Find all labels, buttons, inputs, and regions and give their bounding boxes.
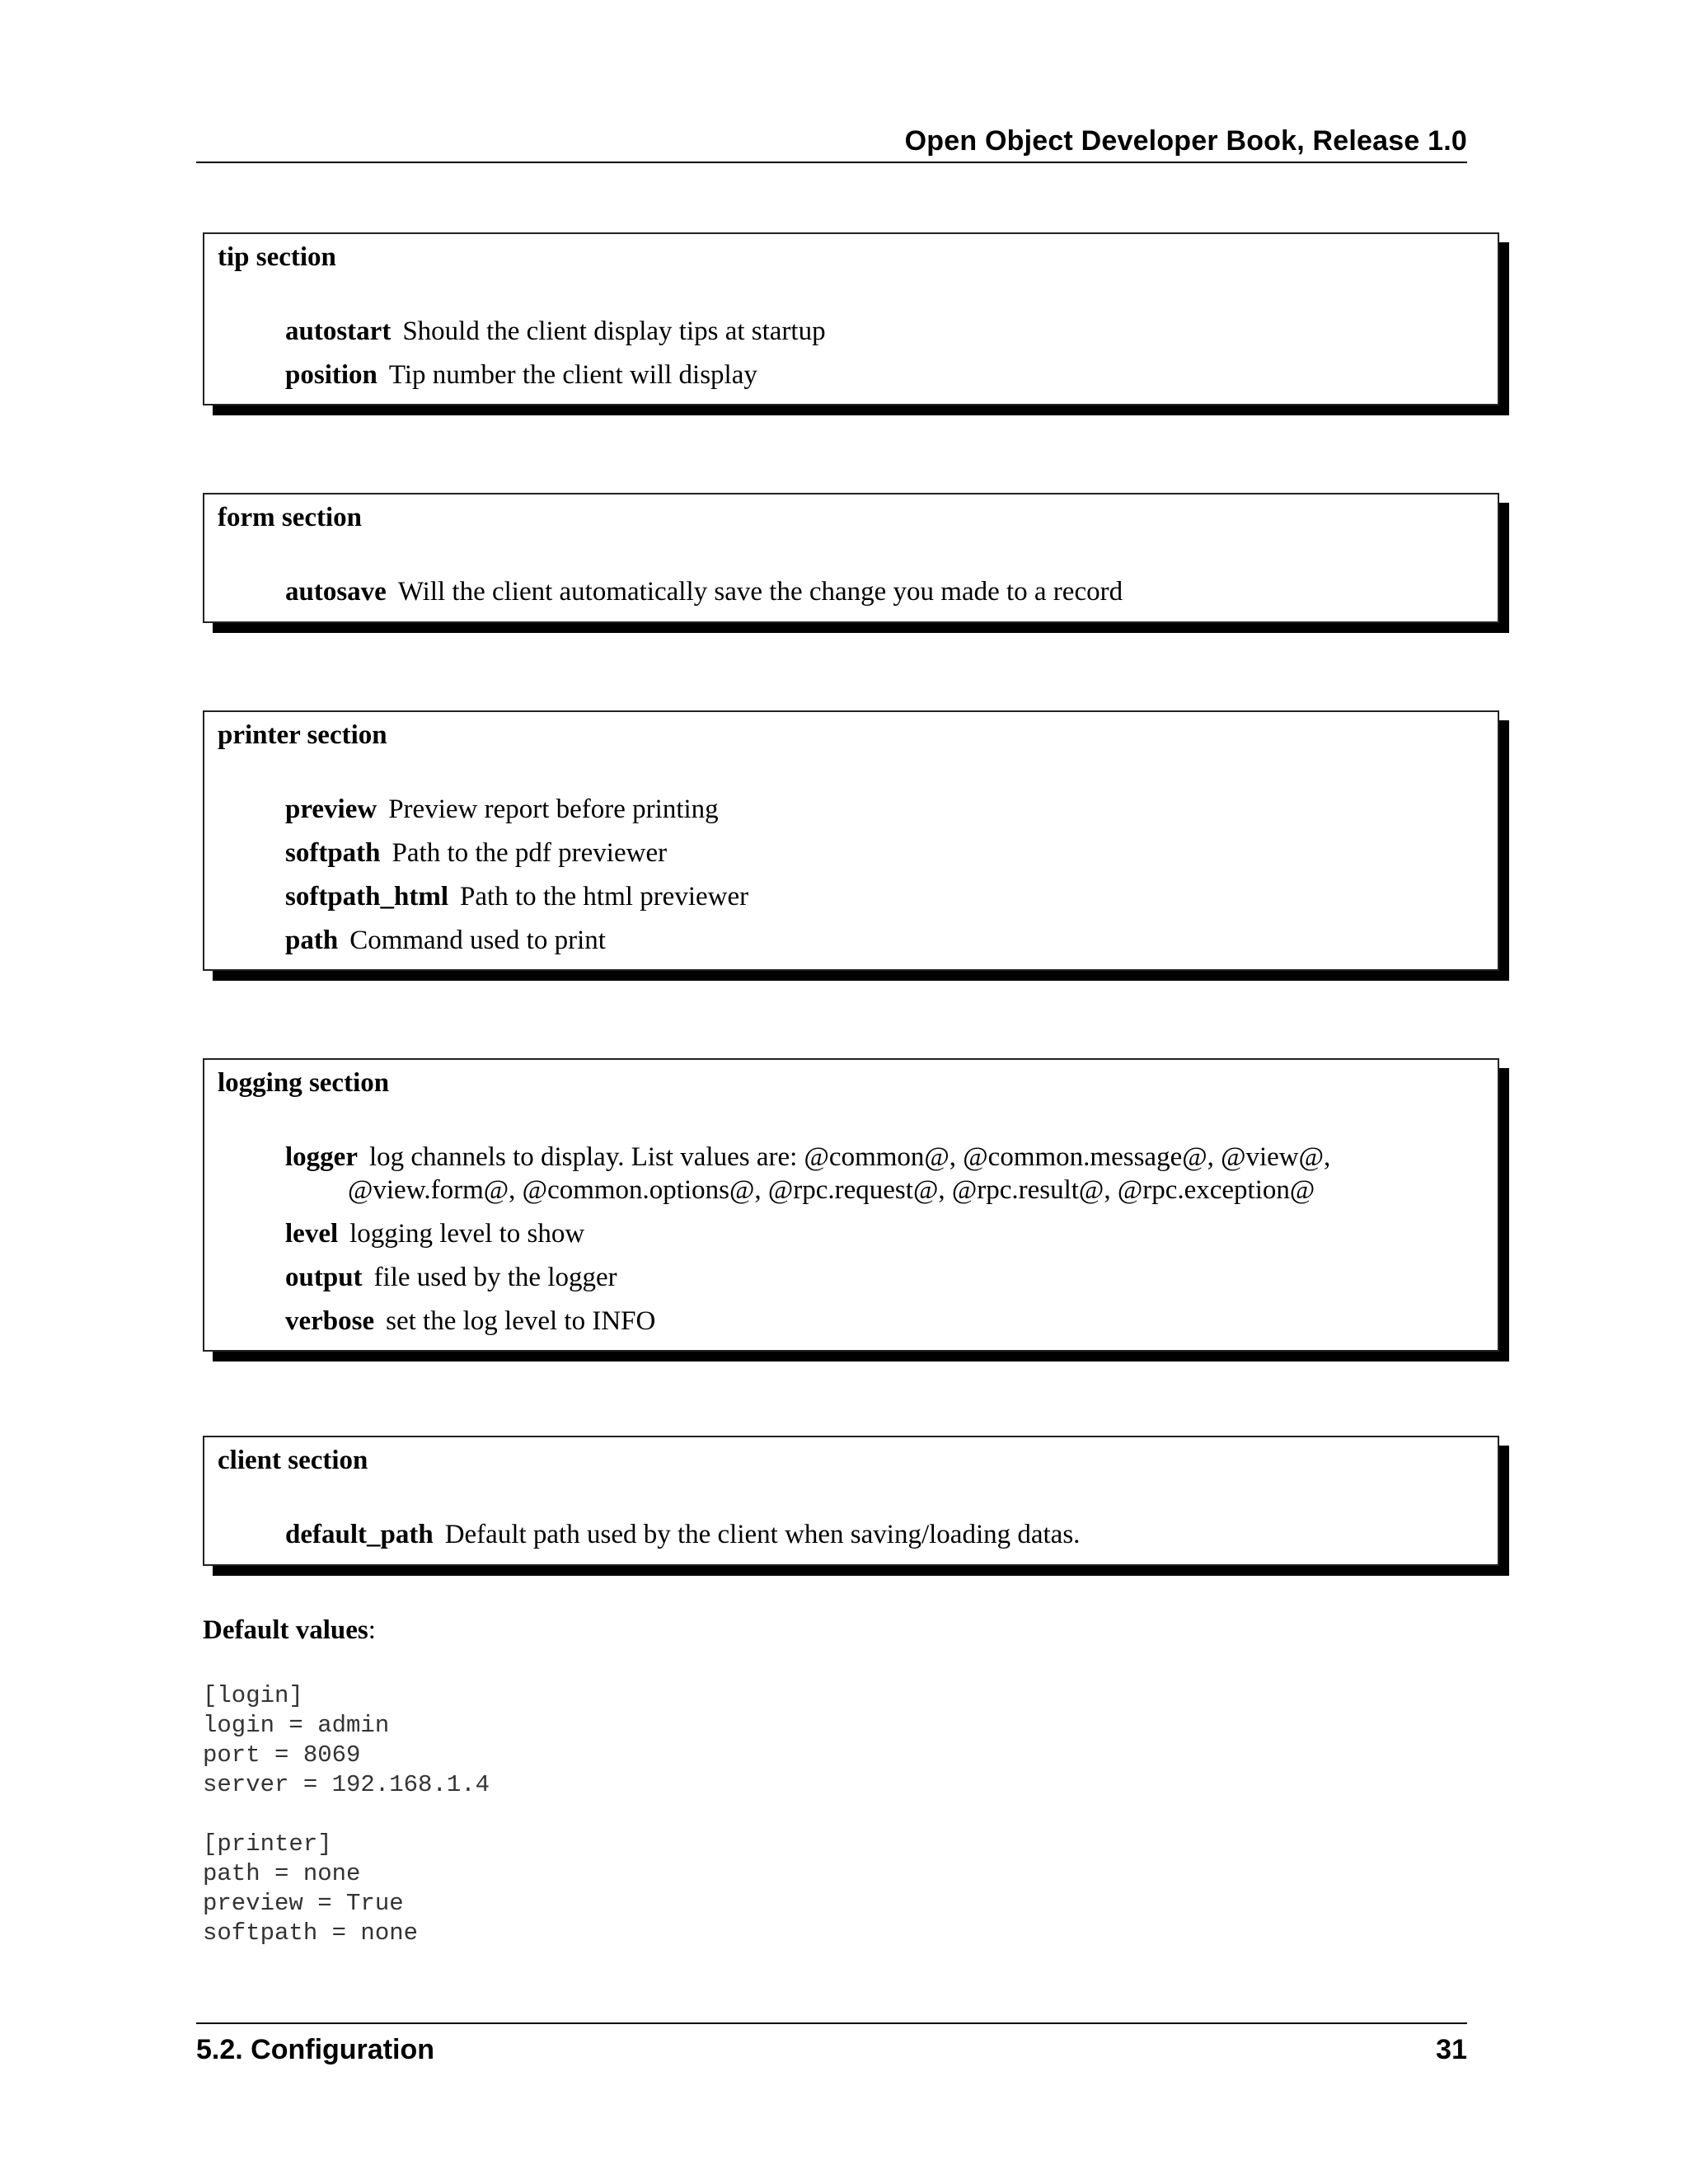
- field-name: path: [285, 926, 339, 955]
- field-description: file used by the logger: [373, 1263, 617, 1292]
- section-title: tip section: [218, 242, 336, 272]
- field-verbose: [285, 1305, 1465, 1338]
- footer-section-title: 5.2. Configuration: [196, 2034, 434, 2065]
- field-autostart: [285, 315, 1465, 348]
- client-section-box: [203, 1436, 1499, 1566]
- field-default-path: [285, 1518, 1465, 1551]
- field-name: output: [285, 1263, 363, 1292]
- field-preview: [285, 793, 1465, 826]
- field-softpath-html: [285, 880, 1465, 913]
- field-description: Path to the html previewer: [460, 882, 749, 912]
- field-description: Path to the pdf previewer: [392, 838, 668, 868]
- field-name: logger: [285, 1142, 358, 1172]
- section-title: printer section: [218, 720, 387, 750]
- field-list: [285, 793, 1465, 968]
- field-name: preview: [285, 794, 377, 824]
- field-name: autostart: [285, 316, 392, 346]
- field-description: Tip number the client will display: [388, 360, 757, 390]
- field-description: Preview report before printing: [388, 794, 719, 824]
- default-values-heading: Default values: [203, 1615, 368, 1645]
- field-position: [285, 359, 1465, 391]
- field-list: [285, 1141, 1465, 1348]
- field-description: Default path used by the client when saving/loading datas.: [444, 1520, 1081, 1549]
- form-section-box: [203, 493, 1499, 623]
- field-name: default_path: [285, 1520, 434, 1549]
- page-footer: [196, 2022, 1467, 2074]
- field-name: level: [285, 1219, 339, 1249]
- field-description: set the log level to INFO: [386, 1306, 656, 1336]
- field-list: [285, 575, 1465, 619]
- field-output: [285, 1261, 1465, 1294]
- default-values-colon: :: [368, 1615, 376, 1645]
- page-header: [196, 124, 1467, 163]
- book-title: Open Object Developer Book, Release 1.0: [904, 125, 1467, 157]
- field-name: autosave: [285, 577, 387, 607]
- field-list: [285, 315, 1465, 402]
- section-title: logging section: [218, 1068, 390, 1098]
- logging-section-box: [203, 1058, 1499, 1352]
- field-name: verbose: [285, 1306, 375, 1336]
- field-description: log channels to display. List values are: @common@, @common.message@, @view@,: [368, 1142, 1331, 1172]
- field-autosave: [285, 575, 1465, 608]
- section-title: client section: [218, 1446, 368, 1475]
- field-level: [285, 1217, 1465, 1250]
- field-description: Will the client automatically save the change you made to a record: [397, 577, 1123, 607]
- field-softpath: [285, 837, 1465, 869]
- field-description: Command used to print: [349, 926, 606, 955]
- field-description-continued: @view.form@, @common.options@, @rpc.request@, @rpc.result@, @rpc.exception@: [348, 1175, 1315, 1205]
- field-list: [285, 1518, 1465, 1562]
- field-description: logging level to show: [349, 1219, 585, 1249]
- field-name: position: [285, 360, 377, 390]
- section-title: form section: [218, 503, 363, 532]
- field-name: softpath_html: [285, 882, 449, 912]
- page-number: 31: [1436, 2034, 1467, 2065]
- tip-section-box: [203, 232, 1499, 405]
- default-values-code-block: [login] login = admin port = 8069 server = 192.168.1.4 [printer] path = none preview = True softpath = none: [203, 1682, 490, 1947]
- printer-section-box: [203, 710, 1499, 971]
- default-values-label: [203, 1615, 376, 1646]
- field-description: Should the client display tips at startup: [402, 316, 826, 346]
- field-logger: [285, 1141, 1465, 1207]
- field-path: [285, 924, 1465, 957]
- field-name: softpath: [285, 838, 381, 868]
